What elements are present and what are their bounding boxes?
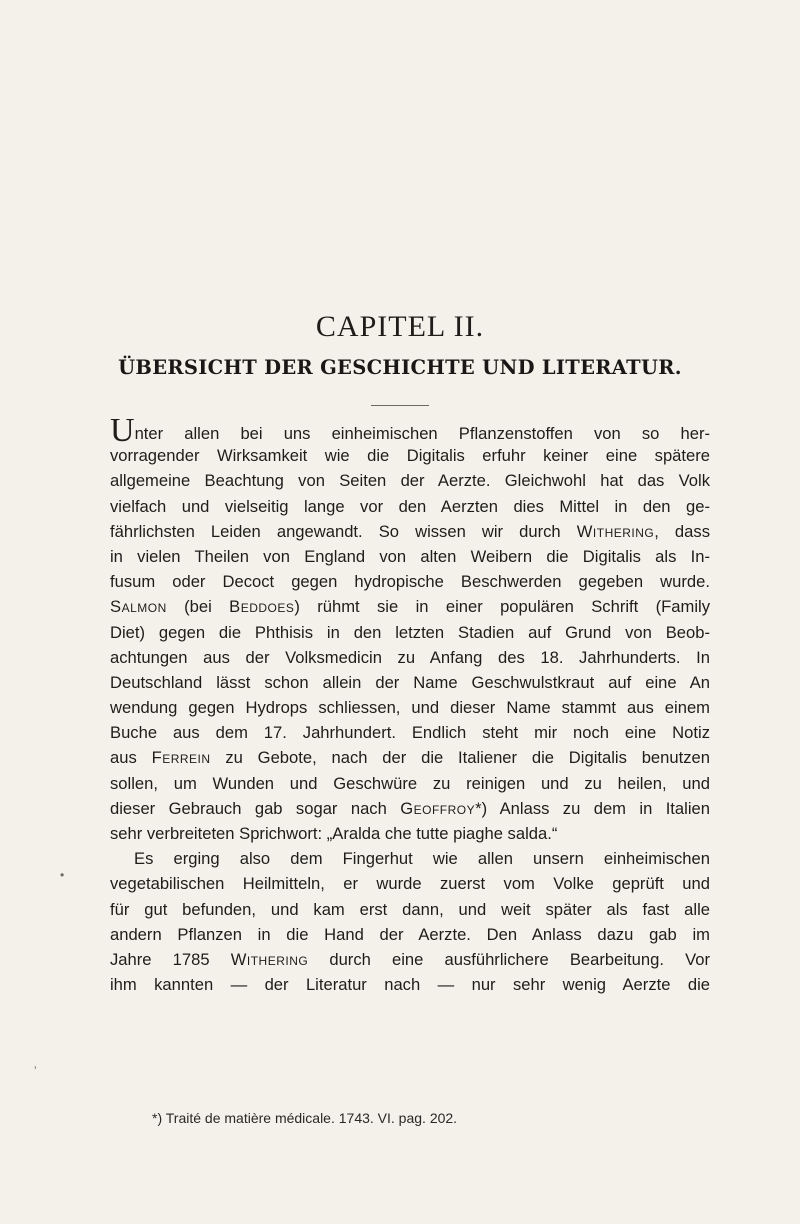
- text-line: achtungen aus der Volksmedicin zu Anfang des 18. Jahrhunderts. In: [110, 647, 710, 667]
- body-paragraph: [110, 412, 711, 997]
- text-line: fusum oder Decoct gegen hydropische Beschwerden gegeben wurde.: [110, 572, 710, 592]
- separator-rule: [371, 405, 429, 406]
- text-line: vorragender Wirksamkeit wie die Digitalis erfuhr keiner eine spätere: [110, 446, 710, 466]
- author-name: Withering: [576, 521, 655, 541]
- text-line: Diet) gegen die Phthisis in den letzten Stadien auf Grund von Beob-: [110, 622, 710, 642]
- footnote: *) Traité de matière médicale. 1743. VI. pag. 202.: [152, 1110, 458, 1126]
- author-name: Beddoes: [229, 597, 295, 617]
- text-line: Jahre 1785 Withering durch eine ausführlichere Bearbeitung. Vor: [110, 949, 710, 969]
- text-line: allgemeine Beachtung von Seiten der Aerzte. Gleichwohl hat das Volk: [110, 471, 710, 491]
- text-line: ihm kannten — der Literatur nach — nur sehr wenig Aerzte die: [110, 975, 710, 995]
- initial-letter: U: [110, 412, 135, 449]
- chapter-title: CAPITEL II.: [315, 310, 485, 343]
- author-name: Geoffroy: [400, 798, 476, 818]
- text-line: wendung gegen Hydrops schliessen, und dieser Name stammt aus einem: [110, 698, 710, 718]
- text-line: Unter allen bei uns einheimischen Pflanzenstoffen von so her-: [110, 412, 710, 449]
- text-line: fährlichsten Leiden angewandt. So wissen wir durch Withering, dass: [110, 521, 710, 541]
- text-line: andern Pflanzen in die Hand der Aerzte. Den Anlass dazu gab im: [110, 924, 710, 944]
- text-line: in vielen Theilen von England von alten Weibern die Digitalis als In-: [110, 546, 710, 566]
- text-line: Salmon (bei Beddoes) rühmt sie in einer populären Schrift (Family: [110, 597, 711, 617]
- author-name: Ferrein: [151, 748, 211, 768]
- text-line: vegetabilischen Heilmitteln, er wurde zuerst vom Volke geprüft und: [110, 874, 710, 894]
- author-name: Salmon: [110, 597, 167, 617]
- text-line: vielfach und vielseitig lange vor den Aerzten dies Mittel in den ge-: [110, 496, 710, 516]
- margin-tick: ʼ: [34, 1064, 37, 1078]
- text-line: sehr verbreiteten Sprichwort: „Aralda che tutte piaghe salda.“: [110, 824, 558, 843]
- chapter-subtitle: ÜBERSICHT DER GESCHICHTE UND LITERATUR.: [118, 356, 682, 379]
- author-name: Withering: [230, 949, 309, 969]
- text-line: aus Ferrein zu Gebote, nach der die Italiener die Digitalis benutzen: [110, 748, 710, 768]
- text-line: Buche aus dem 17. Jahrhundert. Endlich steht mir noch eine Notiz: [110, 723, 710, 743]
- margin-dot: •: [60, 868, 65, 882]
- text-line: dieser Gebrauch gab sogar nach Geoffroy*) Anlass zu dem in Italien: [110, 798, 710, 818]
- text-line: Es erging also dem Fingerhut wie allen unsern einheimischen: [134, 849, 710, 869]
- text-line: sollen, um Wunden und Geschwüre zu reinigen und zu heilen, und: [110, 773, 710, 793]
- text-line: für gut befunden, und kam erst dann, und weit später als fast alle: [110, 899, 710, 919]
- text-line: Deutschland lässt schon allein der Name Geschwulstkraut auf eine An: [110, 672, 710, 692]
